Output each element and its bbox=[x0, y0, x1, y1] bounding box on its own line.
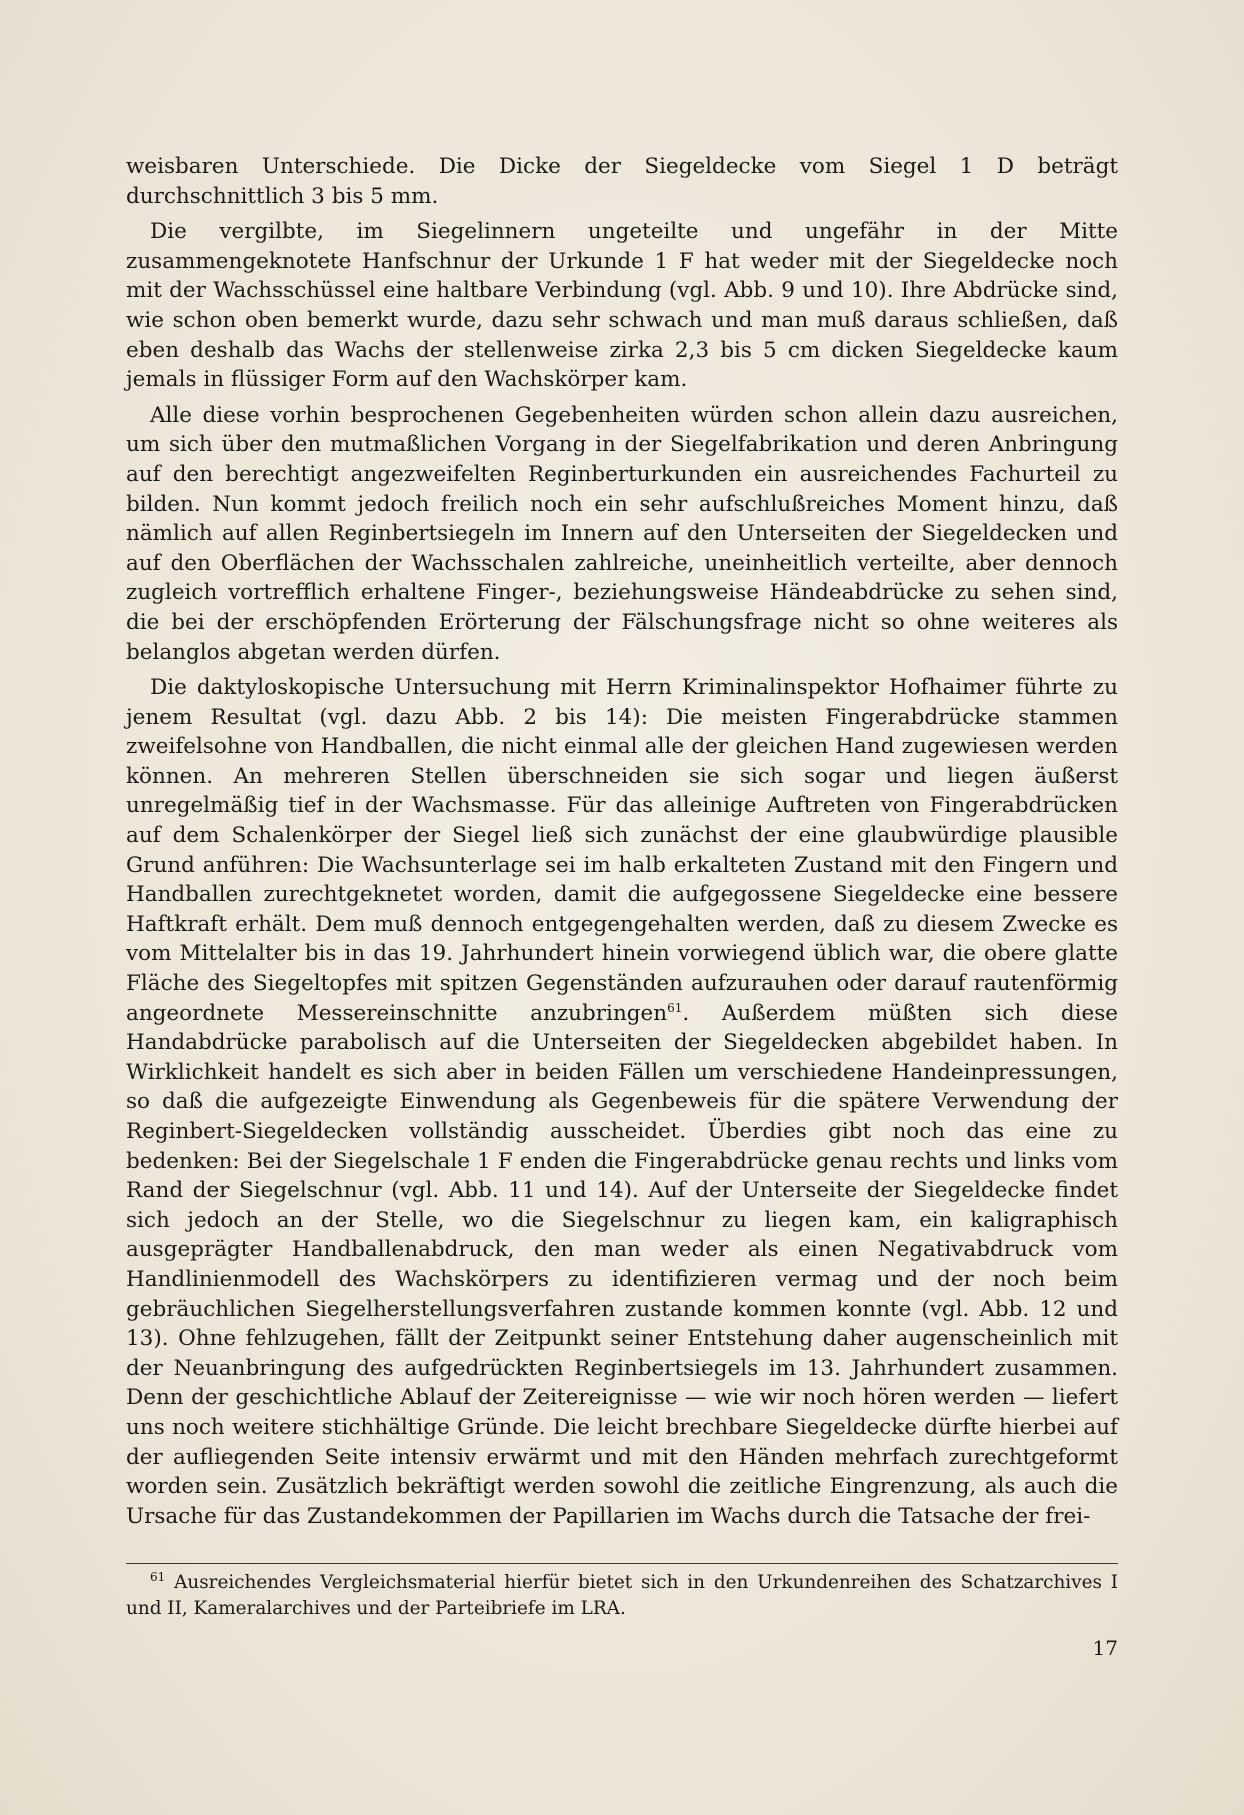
body-text bbox=[126, 152, 1118, 1537]
paragraph-text: . Außerdem müßten sich diese Handabdrücke parabolisch auf die Unterseiten der Siegeldecken abgebildet haben. In Wirklichkeit handelt es sich aber in beiden Fällen um verschiedene Handeinpressungen, so daß die aufgezeigte Einwendung als Gegenbeweis für die spätere Verwendung der Reginbert-Siegeldecken vollständig ausscheidet. Überdies gibt noch das eine zu bedenken: Bei der Siegelschale 1 F enden die Fingerabdrücke genau rechts und links vom Rand der Siegelschnur (vgl. Abb. 11 und 14). Auf der Unterseite der Siegeldecke findet sich jedoch an der Stelle, wo die Siegelschnur zu liegen kam, ein kaligraphisch ausgeprägter Handballenabdruck, den man weder als einen Negativabdruck vom Handlinienmodell des Wachskörpers zu identifizieren vermag und der noch beim gebräuchlichen Siegelherstellungsverfahren zustande kommen konnte (vgl. Abb. 12 und 13). Ohne fehlzugehen, fällt der Zeitpunkt seiner Entstehung daher augenscheinlich mit der Neuanbringung des aufgedrückten Reginbertsiegels im 13. Jahrhundert zusammen. Denn der geschichtliche Ablauf der Zeitereignisse — wie wir noch hören werden — liefert uns noch weitere stichhältige Gründe. Die leicht brechbare Siegeldecke dürfte hierbei auf der aufliegenden Seite intensiv erwärmt und mit den Händen mehrfach zurechtgeformt worden sein. Zusätzlich bekräftigt werden sowohl die zeitliche Eingrenzung, als auch die Ursache für das Zustandekommen der Papillarien im Wachs durch die Tatsache der frei- bbox=[126, 1000, 1118, 1529]
paragraph-text: Die daktyloskopische Untersuchung mit Herrn Kriminalinspektor Hofhaimer führte zu jenem Resultat (vgl. dazu Abb. 2 bis 14): Die meisten Fingerabdrücke stammen zweifelsohne von Handballen, die nicht einmal alle der gleichen Hand zugewiesen werden können. An mehreren Stellen überschneiden sie sich sogar und liegen äußerst unregelmäßig tief in der Wachsmasse. Für das alleinige Auftreten von Fingerabdrücken auf dem Schalenkörper der Siegel ließ sich zunächst der eine glaubwürdige plausible Grund anführen: Die Wachsunterlage sei im halb erkalteten Zustand mit den Fingern und Handballen zurechtgeknetet worden, damit die aufgegossene Siegeldecke eine bessere Haftkraft erhält. Dem muß dennoch entgegengehalten werden, daß zu diesem Zwecke es vom Mittelalter bis in das 19. Jahrhundert hinein vorwiegend üblich war, die obere glatte Fläche des Siegeltopfes mit spitzen Gegenständen aufzurauhen oder darauf rautenförmig angeordnete Messereinschnitte anzubringen bbox=[126, 675, 1118, 1026]
footnote-text: Ausreichendes Vergleichsmaterial hierfür bietet sich in den Urkundenreihen des Schatzarchives I und II, Kameralarchives und der Parteibriefe im LRA. bbox=[126, 1572, 1118, 1619]
page-number: 17 bbox=[1092, 1636, 1118, 1660]
paragraph: weisbaren Unterschiede. Die Dicke der Siegeldecke vom Siegel 1 D beträgt durchschnittlich 3 bis 5 mm. bbox=[126, 154, 1118, 209]
footnote-divider bbox=[126, 1563, 1118, 1564]
footnote bbox=[126, 1570, 1118, 1622]
paragraph: Alle diese vorhin besprochenen Gegebenheiten würden schon allein dazu ausreichen, um sich über den mutmaßlichen Vorgang in der Siegelfabrikation und deren Anbringung auf den berechtigt angezweifelten Reginberturkunden ein ausreichendes Fachurteil zu bilden. Nun kommt jedoch freilich noch ein sehr aufschlußreiches Moment hinzu, daß nämlich auf allen Reginbertsiegeln im Innern auf den Unterseiten der Siegeldecken und auf den Oberflächen der Wachsschalen zahlreiche, uneinheitlich verteilte, aber dennoch zugleich vortrefflich erhaltene Finger-, beziehungsweise Händeabdrücke zu sehen sind, die bei der erschöpfenden Erörterung der Fälschungsfrage nicht so ohne weiteres als belanglos abgetan werden dürfen. bbox=[126, 402, 1118, 665]
paragraph: Die vergilbte, im Siegelinnern ungeteilte und ungefähr in der Mitte zusammengeknotete Hanfschnur der Urkunde 1 F hat weder mit der Siegeldecke noch mit der Wachsschüssel eine haltbare Verbindung (vgl. Abb. 9 und 10). Ihre Abdrücke sind, wie schon oben bemerkt wurde, dazu sehr schwach und man muß daraus schließen, daß eben deshalb das Wachs der stellenweise zirka 2,3 bis 5 cm dicken Siegeldecke kaum jemals in flüssiger Form auf den Wachskörper kam. bbox=[126, 219, 1118, 393]
paragraph bbox=[126, 673, 1118, 1531]
footnote-number: 61 bbox=[150, 1569, 166, 1584]
footnote-reference: 61 bbox=[667, 1000, 683, 1015]
